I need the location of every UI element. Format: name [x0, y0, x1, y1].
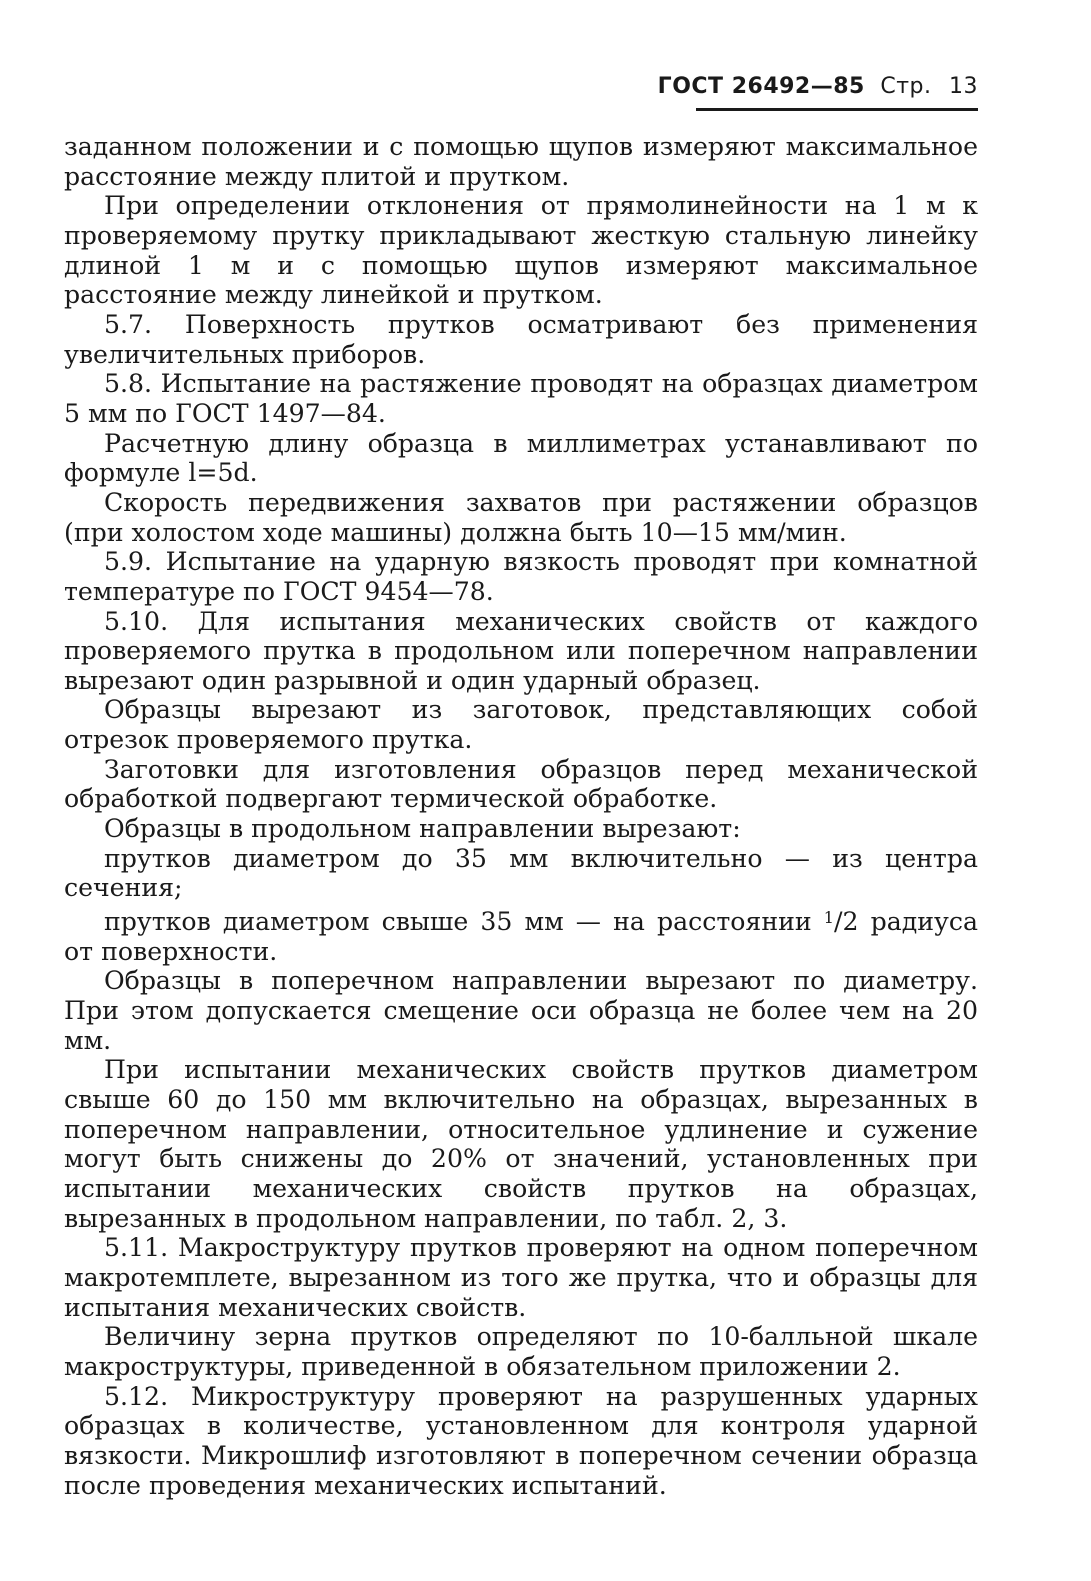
paragraph: заданном положении и с помощью щупов измеряют максимальное расстояние между плитой и прутком. — [64, 132, 978, 191]
fraction-denominator: 2 — [842, 907, 859, 937]
paragraph: Образцы вырезают из заготовок, представляющих собой отрезок проверяемого прутка. — [64, 695, 978, 755]
section-5-10: 5.10. Для испытания механических свойств от каждого проверяемого прутка в продольном или поперечном направлении вырезают один разрывной и один ударный образец. — [64, 606, 978, 695]
page-number: 13 — [949, 74, 978, 99]
section-5-8: 5.8. Испытание на растяжение проводят на образцах диаметром 5 мм по ГОСТ 1497—84. — [64, 369, 978, 428]
list-item-text: радиуса от поверхности. — [64, 907, 978, 966]
paragraph: Величину зерна прутков определяют по 10-балльной шкале макроструктуры, приведенной в обязательном приложении 2. — [64, 1322, 978, 1381]
page-header — [64, 74, 978, 99]
document-body — [64, 132, 978, 1500]
section-5-9: 5.9. Испытание на ударную вязкость проводят при комнатной температуре по ГОСТ 9454—78. — [64, 547, 978, 606]
fraction-numerator: 1 — [823, 908, 834, 928]
page-label: Стр. — [880, 74, 932, 99]
list-item-text: прутков диаметром свыше 35 мм — на расстоянии — [104, 907, 824, 937]
standard-code: ГОСТ 26492—85 — [657, 74, 865, 99]
paragraph: Образцы в поперечном направлении вырезают по диаметру. При этом допускается смещение оси образца не более чем на 20 мм. — [64, 966, 978, 1055]
list-item: прутков диаметром до 35 мм включительно — из центра сечения; — [64, 843, 978, 903]
list-item: прутков диаметром свыше 35 мм — на расстоянии $^1$/2 радиуса от поверхности. — [64, 907, 978, 966]
section-5-7: 5.7. Поверхность прутков осматривают без применения увеличительных приборов. — [64, 309, 978, 369]
paragraph: Расчетную длину образца в миллиметрах устанавливают по формуле l=5d. — [64, 428, 978, 488]
paragraph: При определении отклонения от прямолинейности на 1 м к проверяемому прутку прикладывают жесткую стальную линейку длиной 1 м и с помощью щупов измеряют максимальное расстояние между линейкой и прутком. — [64, 191, 978, 310]
paragraph: Образцы в продольном направлении вырезают: — [104, 814, 741, 844]
section-5-12: 5.12. Микроструктуру проверяют на разрушенных ударных образцах в количестве, установленном для контроля ударной вязкости. Микрошлиф изготовляют в поперечном сечении образца после проведения механических испытаний. — [64, 1381, 978, 1500]
header-rule — [696, 108, 978, 111]
paragraph: Скорость передвижения захватов при растяжении образцов (при холостом ходе машины) должна быть 10—15 мм/мин. — [64, 487, 978, 547]
paragraph: При испытании механических свойств прутков диаметром свыше 60 до 150 мм включительно на образцах, вырезанных в поперечном направлении, относительное удлинение и сужение могут быть снижены до 20% от значений, установленных при испытании механических свойств прутков на образцах, вырезанных в продольном направлении, по табл. 2, 3. — [64, 1055, 978, 1233]
section-5-11: 5.11. Макроструктуру прутков проверяют на одном поперечном макротемплете, вырезанном из того же прутка, что и образцы для испытания механических свойств. — [64, 1233, 978, 1322]
paragraph: Заготовки для изготовления образцов перед механической обработкой подвергают термической обработке. — [64, 754, 978, 814]
